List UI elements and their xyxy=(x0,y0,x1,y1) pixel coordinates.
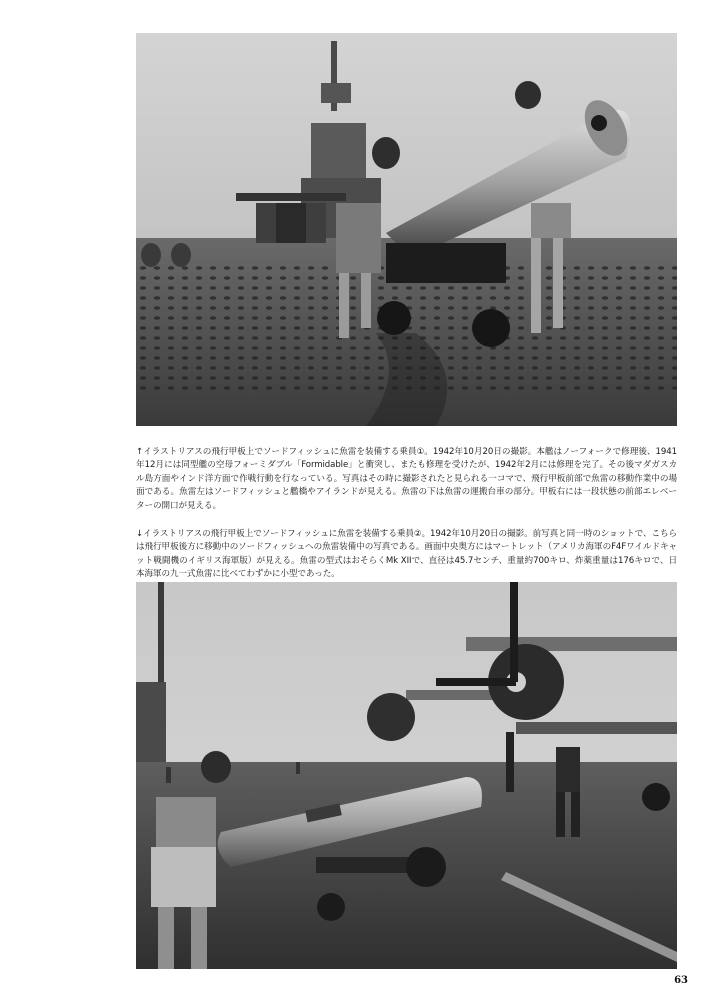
page-number: 63 xyxy=(674,975,688,986)
photo-bottom-image xyxy=(136,582,677,969)
caption-top: ↑イラストリアスの飛行甲板上でソードフィッシュに魚雷を装備する乗員①。1942年10月20日の撮影。本艦はノーフォークで修理後、1941年12月には同型艦の空母フォーミダブル「Formidable」と衝突し、またも修理を受けたが、1942年2月には修理を完了。その後マダガスカル島方面やインド洋方面で作戦行動を行なっている。写真はその時に撮影されたと見られる一コマで、飛行甲板前部で魚雷の移動作業中の場面である。魚雷左はソードフィッシュと艦橋やアイランドが見える。魚雷の下は魚雷の運搬台車の部分。甲板右には一段状態の前部エレベーターの開口が見える。 xyxy=(136,446,677,511)
photo-top-image xyxy=(136,33,677,426)
caption-bottom: ↓イラストリアスの飛行甲板上でソードフィッシュに魚雷を装備する乗員②。1942年10月20日の撮影。前写真と同一時のショットで、こちらは飛行甲板後方に移動中のソードフィッシュへの魚雷装備中の写真である。画面中央奥方にはマートレット（アメリカ海軍のF4Fワイルドキャット戦闘機のイギリス海軍版）が見える。魚雷の型式はおそらくMk XIIで、直径は45.7センチ、重量約700キロ、炸薬重量は176キロで、日本海軍の九一式魚雷に比べてわずかに小型であった。 xyxy=(136,528,677,580)
photo-torpedo-loading-bottom xyxy=(136,582,677,969)
photo-torpedo-loading-top xyxy=(136,33,677,426)
